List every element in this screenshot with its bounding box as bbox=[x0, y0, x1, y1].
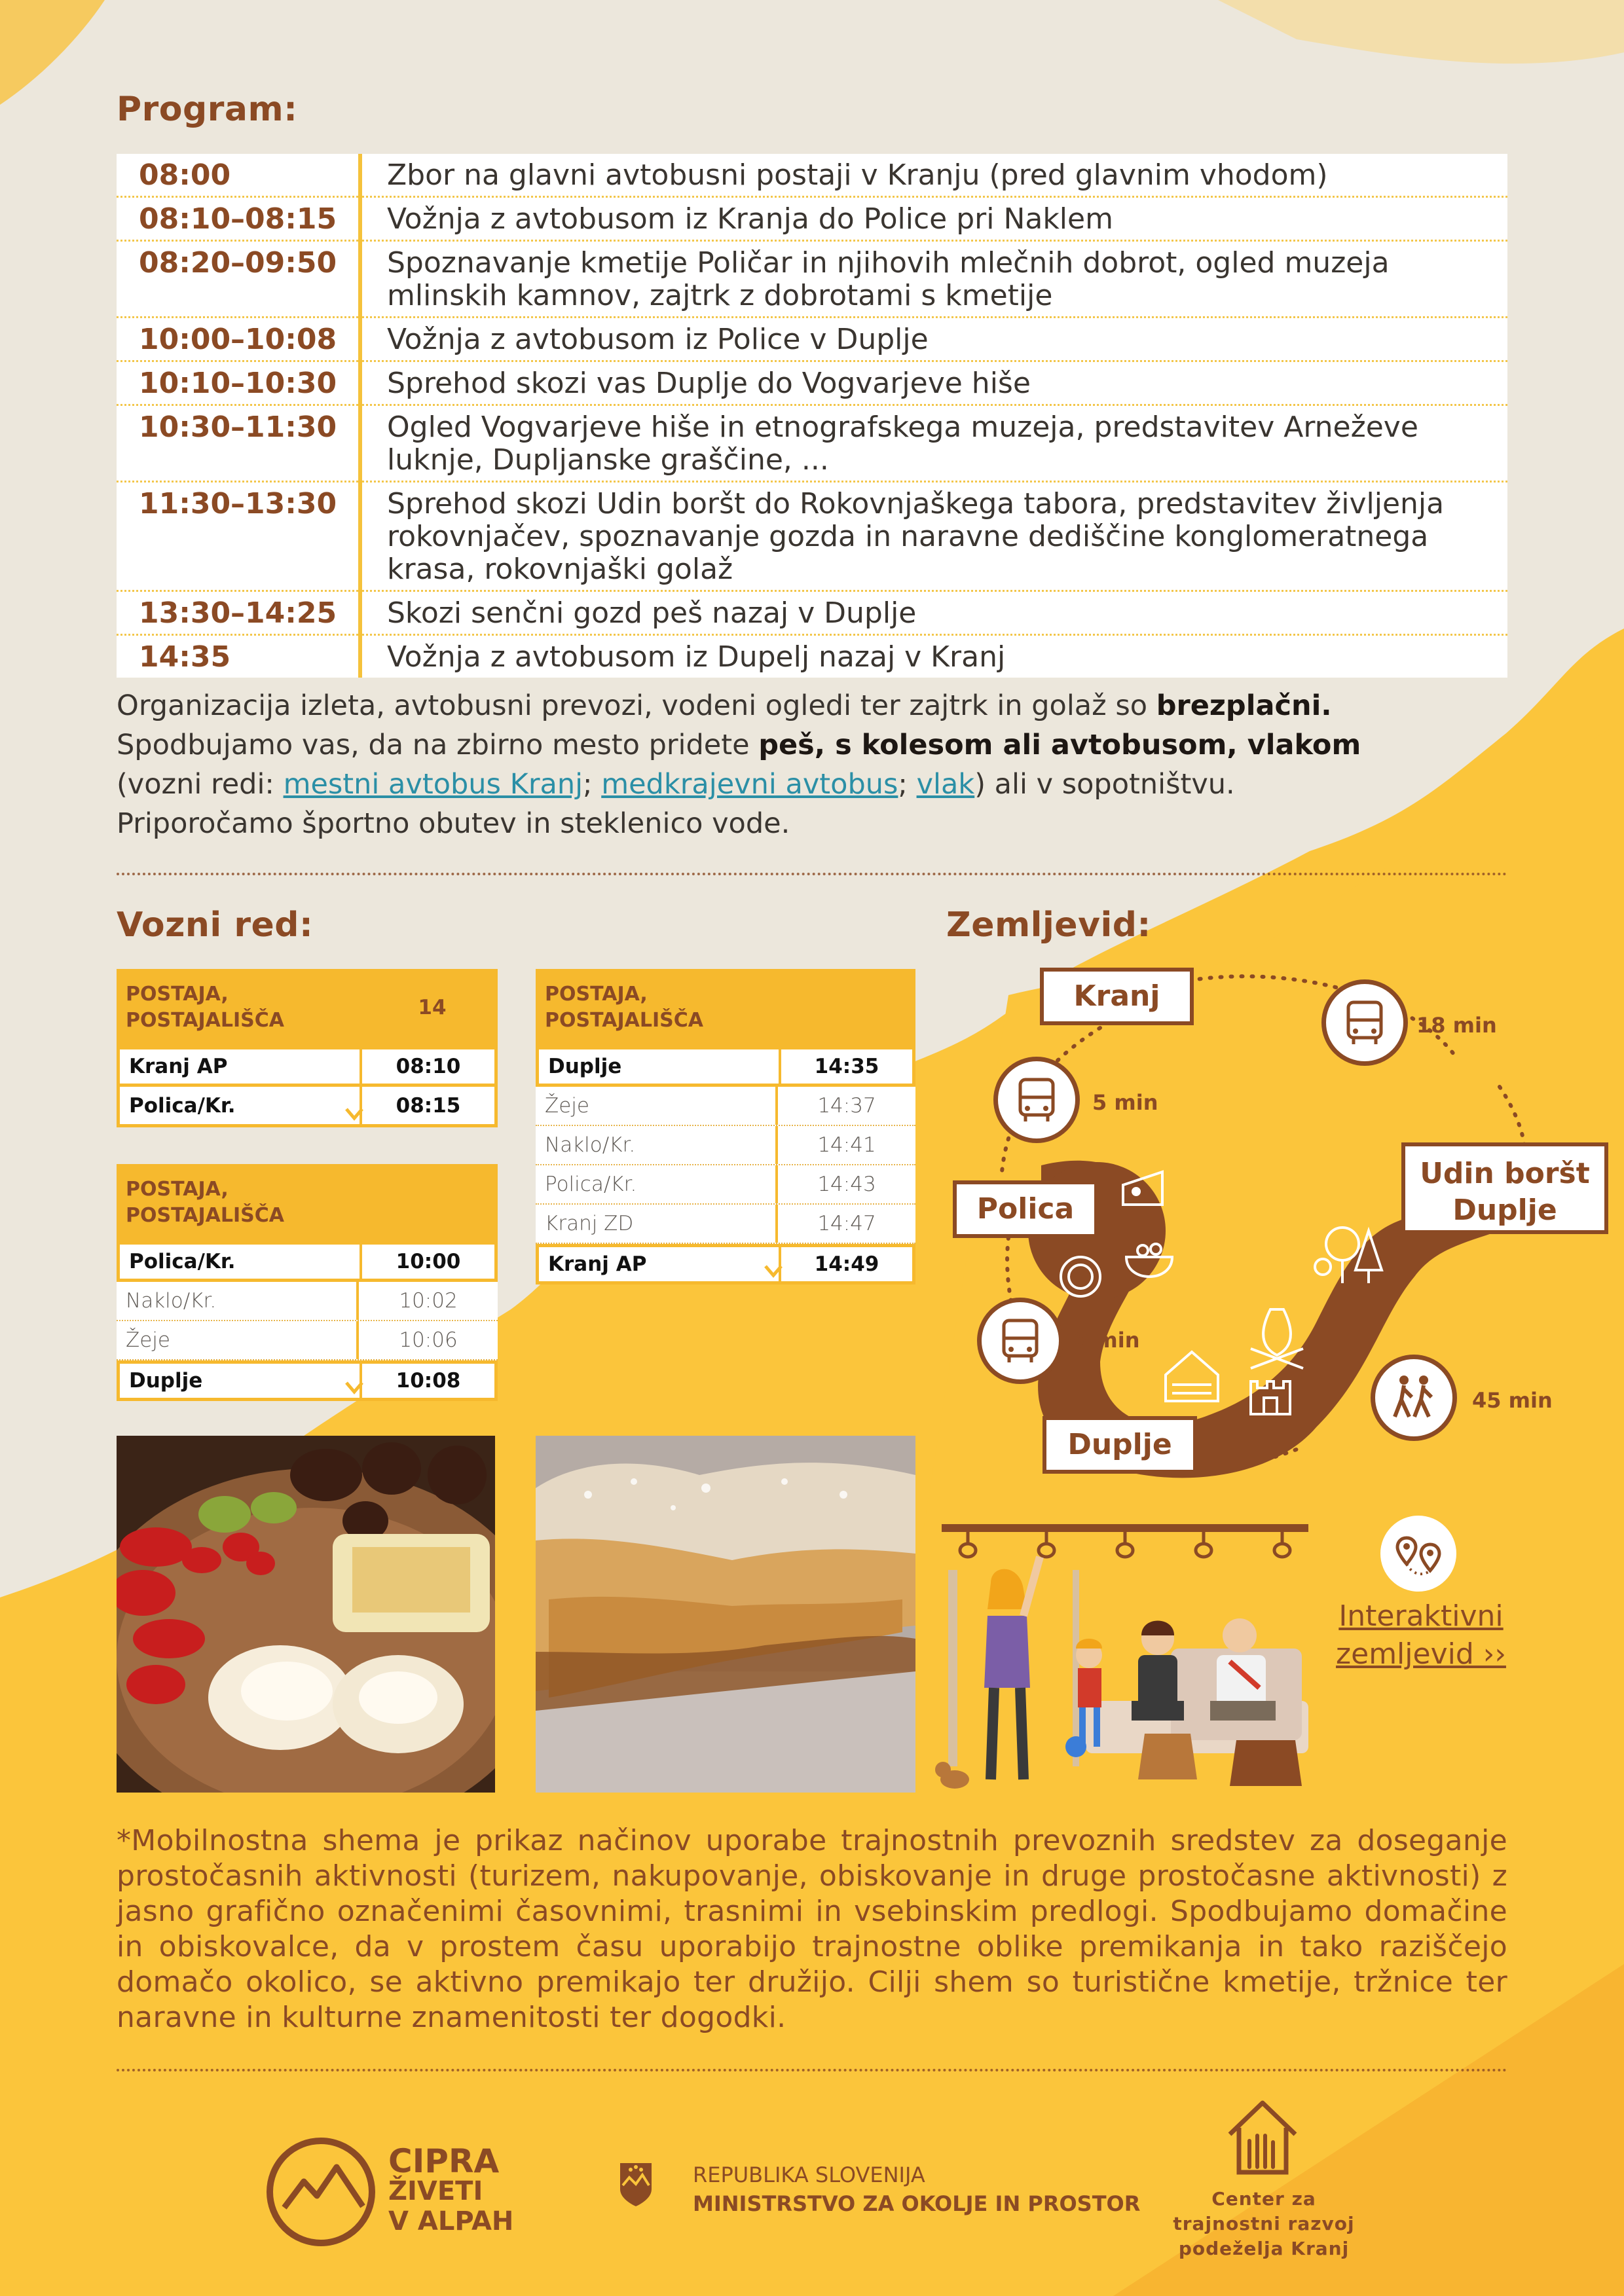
link-city-bus[interactable]: mestni avtobus Kranj bbox=[283, 768, 583, 801]
table-row: 10:00–10:08 Vožnja z avtobusom iz Police v Duplje bbox=[117, 318, 1507, 361]
info-line: (vozni redi: mestni avtobus Kranj; medkrajevni avtobus; vlak) ali v sopotništvu. bbox=[117, 768, 1235, 801]
table-row: 10:10–10:30 Sprehod skozi vas Duplje do Vogvarjeve hiše bbox=[117, 361, 1507, 405]
bus-icon bbox=[977, 1298, 1063, 1384]
program-table bbox=[117, 154, 1507, 678]
table-row: Duplje 10:08 bbox=[117, 1360, 498, 1401]
divider bbox=[117, 873, 1507, 875]
timetable-1 bbox=[117, 969, 498, 1127]
ministry-logo-text: REPUBLIKA SLOVENIJA MINISTRSTVO ZA OKOLJE IN PROSTOR bbox=[693, 2162, 1141, 2216]
timetable-2 bbox=[117, 1164, 498, 1401]
timetable-header: POSTAJA, POSTAJALIŠČA bbox=[117, 1164, 498, 1241]
stop-polica: Polica bbox=[953, 1180, 1098, 1238]
stop-duplje: Duplje bbox=[1043, 1416, 1197, 1474]
link-regional-bus[interactable]: medkrajevni avtobus bbox=[601, 768, 898, 801]
family-bus-illustration bbox=[929, 1518, 1321, 1806]
table-row: Polica/Kr. 10:00 bbox=[117, 1241, 498, 1282]
table-row: Naklo/Kr. 14:41 bbox=[536, 1126, 915, 1165]
food-platter-photo bbox=[117, 1436, 495, 1793]
duration-label: 8 min bbox=[1074, 1328, 1140, 1353]
table-row: Žeje 14:37 bbox=[536, 1087, 915, 1126]
table-row: Polica/Kr. 08:15 bbox=[117, 1087, 498, 1127]
interactive-map-link[interactable]: Interaktivni zemljevid ›› bbox=[1336, 1599, 1506, 1671]
link-train[interactable]: vlak bbox=[916, 768, 975, 801]
table-row: Žeje 10:06 bbox=[117, 1321, 498, 1360]
table-row: 08:20–09:50 Spoznavanje kmetije Poličar in njihovih mlečnih dobrot, ogled muzeja mlinskih kamnov, zajtrk z dobrotami s kmetije bbox=[117, 241, 1507, 318]
info-line: Priporočamo športno obutev in steklenico vode. bbox=[117, 807, 790, 840]
bus-line-number: 14 bbox=[418, 996, 447, 1019]
info-line: Organizacija izleta, avtobusni prevozi, vodeni ogledi ter zajtrk in golaž so brezplačni. bbox=[117, 689, 1332, 722]
house-hands-icon bbox=[1223, 2095, 1302, 2180]
table-row: 08:10–08:15 Vožnja z avtobusom iz Kranja do Police pri Naklem bbox=[117, 197, 1507, 241]
chevron-down-icon bbox=[344, 1106, 364, 1122]
cipra-logo-text: CIPRA ŽIVETI V ALPAH bbox=[388, 2142, 514, 2236]
strudel-photo bbox=[536, 1436, 915, 1793]
duration-label: 5 min bbox=[1092, 1090, 1158, 1115]
info-line: Spodbujamo vas, da na zbirno mesto pridete peš, s kolesom ali avtobusom, vlakom bbox=[117, 729, 1361, 761]
divider bbox=[117, 2069, 1507, 2071]
center-logo-text: Center za trajnostni razvoj podeželja Kranj bbox=[1173, 2188, 1355, 2259]
house-icon bbox=[1166, 1352, 1218, 1401]
table-row: 10:30–11:30 Ogled Vogvarjeve hiše in etnografskega muzeja, predstavitev Arneževe luknje, Dupljanske graščine, ... bbox=[117, 405, 1507, 482]
table-row: Polica/Kr. 14:43 bbox=[536, 1165, 915, 1205]
bus-icon bbox=[993, 1057, 1080, 1143]
table-row: Kranj AP 14:49 bbox=[536, 1244, 915, 1285]
table-row: Kranj AP 08:10 bbox=[117, 1046, 498, 1087]
chevron-down-icon bbox=[764, 1264, 783, 1279]
program-heading: Program: bbox=[117, 90, 298, 129]
table-row: 14:35 Vožnja z avtobusom iz Dupelj nazaj v Kranj bbox=[117, 635, 1507, 678]
table-row: Kranj ZD 14:47 bbox=[536, 1205, 915, 1244]
info-paragraph bbox=[117, 686, 1544, 843]
bus-icon bbox=[1321, 979, 1408, 1066]
map-pin-icon[interactable] bbox=[1380, 1516, 1456, 1592]
table-row: Duplje 14:35 bbox=[536, 1046, 915, 1087]
chevron-down-icon bbox=[344, 1380, 364, 1396]
table-row: 13:30–14:25 Skozi senčni gozd peš nazaj v Duplje bbox=[117, 591, 1507, 635]
timetable-header: POSTAJA, POSTAJALIŠČA bbox=[536, 969, 915, 1046]
table-row: Naklo/Kr. 10:02 bbox=[117, 1282, 498, 1321]
map-heading: Zemljevid: bbox=[946, 905, 1151, 945]
timetable-3 bbox=[536, 969, 915, 1285]
table-row: 11:30–13:30 Sprehod skozi Udin boršt do Rokovnjaškega tabora, predstavitev življenja rokovnjačev, spoznavanje gozda in naravne dediščine konglomeratnega krasa, rokovnjaški golaž bbox=[117, 482, 1507, 591]
duration-label: 18 min bbox=[1416, 1013, 1497, 1038]
table-row: 08:00 Zbor na glavni avtobusni postaji v Kranju (pred glavnim vhodom) bbox=[117, 154, 1507, 197]
stop-kranj: Kranj bbox=[1040, 968, 1194, 1025]
hikers-icon bbox=[1371, 1355, 1457, 1441]
footnote: *Mobilnostna shema je prikaz načinov uporabe trajnostnih prevoznih sredstev za doseganje prostočasnih aktivnosti (turizem, nakupovanje, obiskovanje in druge prostočasne aktivnosti) z jasno grafično označenimi časovnimi, trasnimi in vsebinskim predlogi. Spodbujamo domačine in obiskovalce, da v prostem času uporabijo trajnostne oblike premikanja in tako raziščejo domačo okolico, se aktivno premikajo ter družijo. Cilji shem so turistične kmetije, tržnice ter naravne in kulturne znamenitosti ter dogodki. bbox=[117, 1824, 1507, 2034]
timetable-heading: Vozni red: bbox=[117, 905, 314, 945]
timetable-header: POSTAJA, POSTAJALIŠČA 14 bbox=[117, 969, 498, 1046]
slovenia-coat-of-arms-icon bbox=[618, 2160, 654, 2209]
cipra-logo bbox=[265, 2136, 377, 2248]
stop-udin-borst: Udin boršt Duplje bbox=[1401, 1142, 1608, 1234]
duration-label: 45 min bbox=[1472, 1388, 1553, 1413]
